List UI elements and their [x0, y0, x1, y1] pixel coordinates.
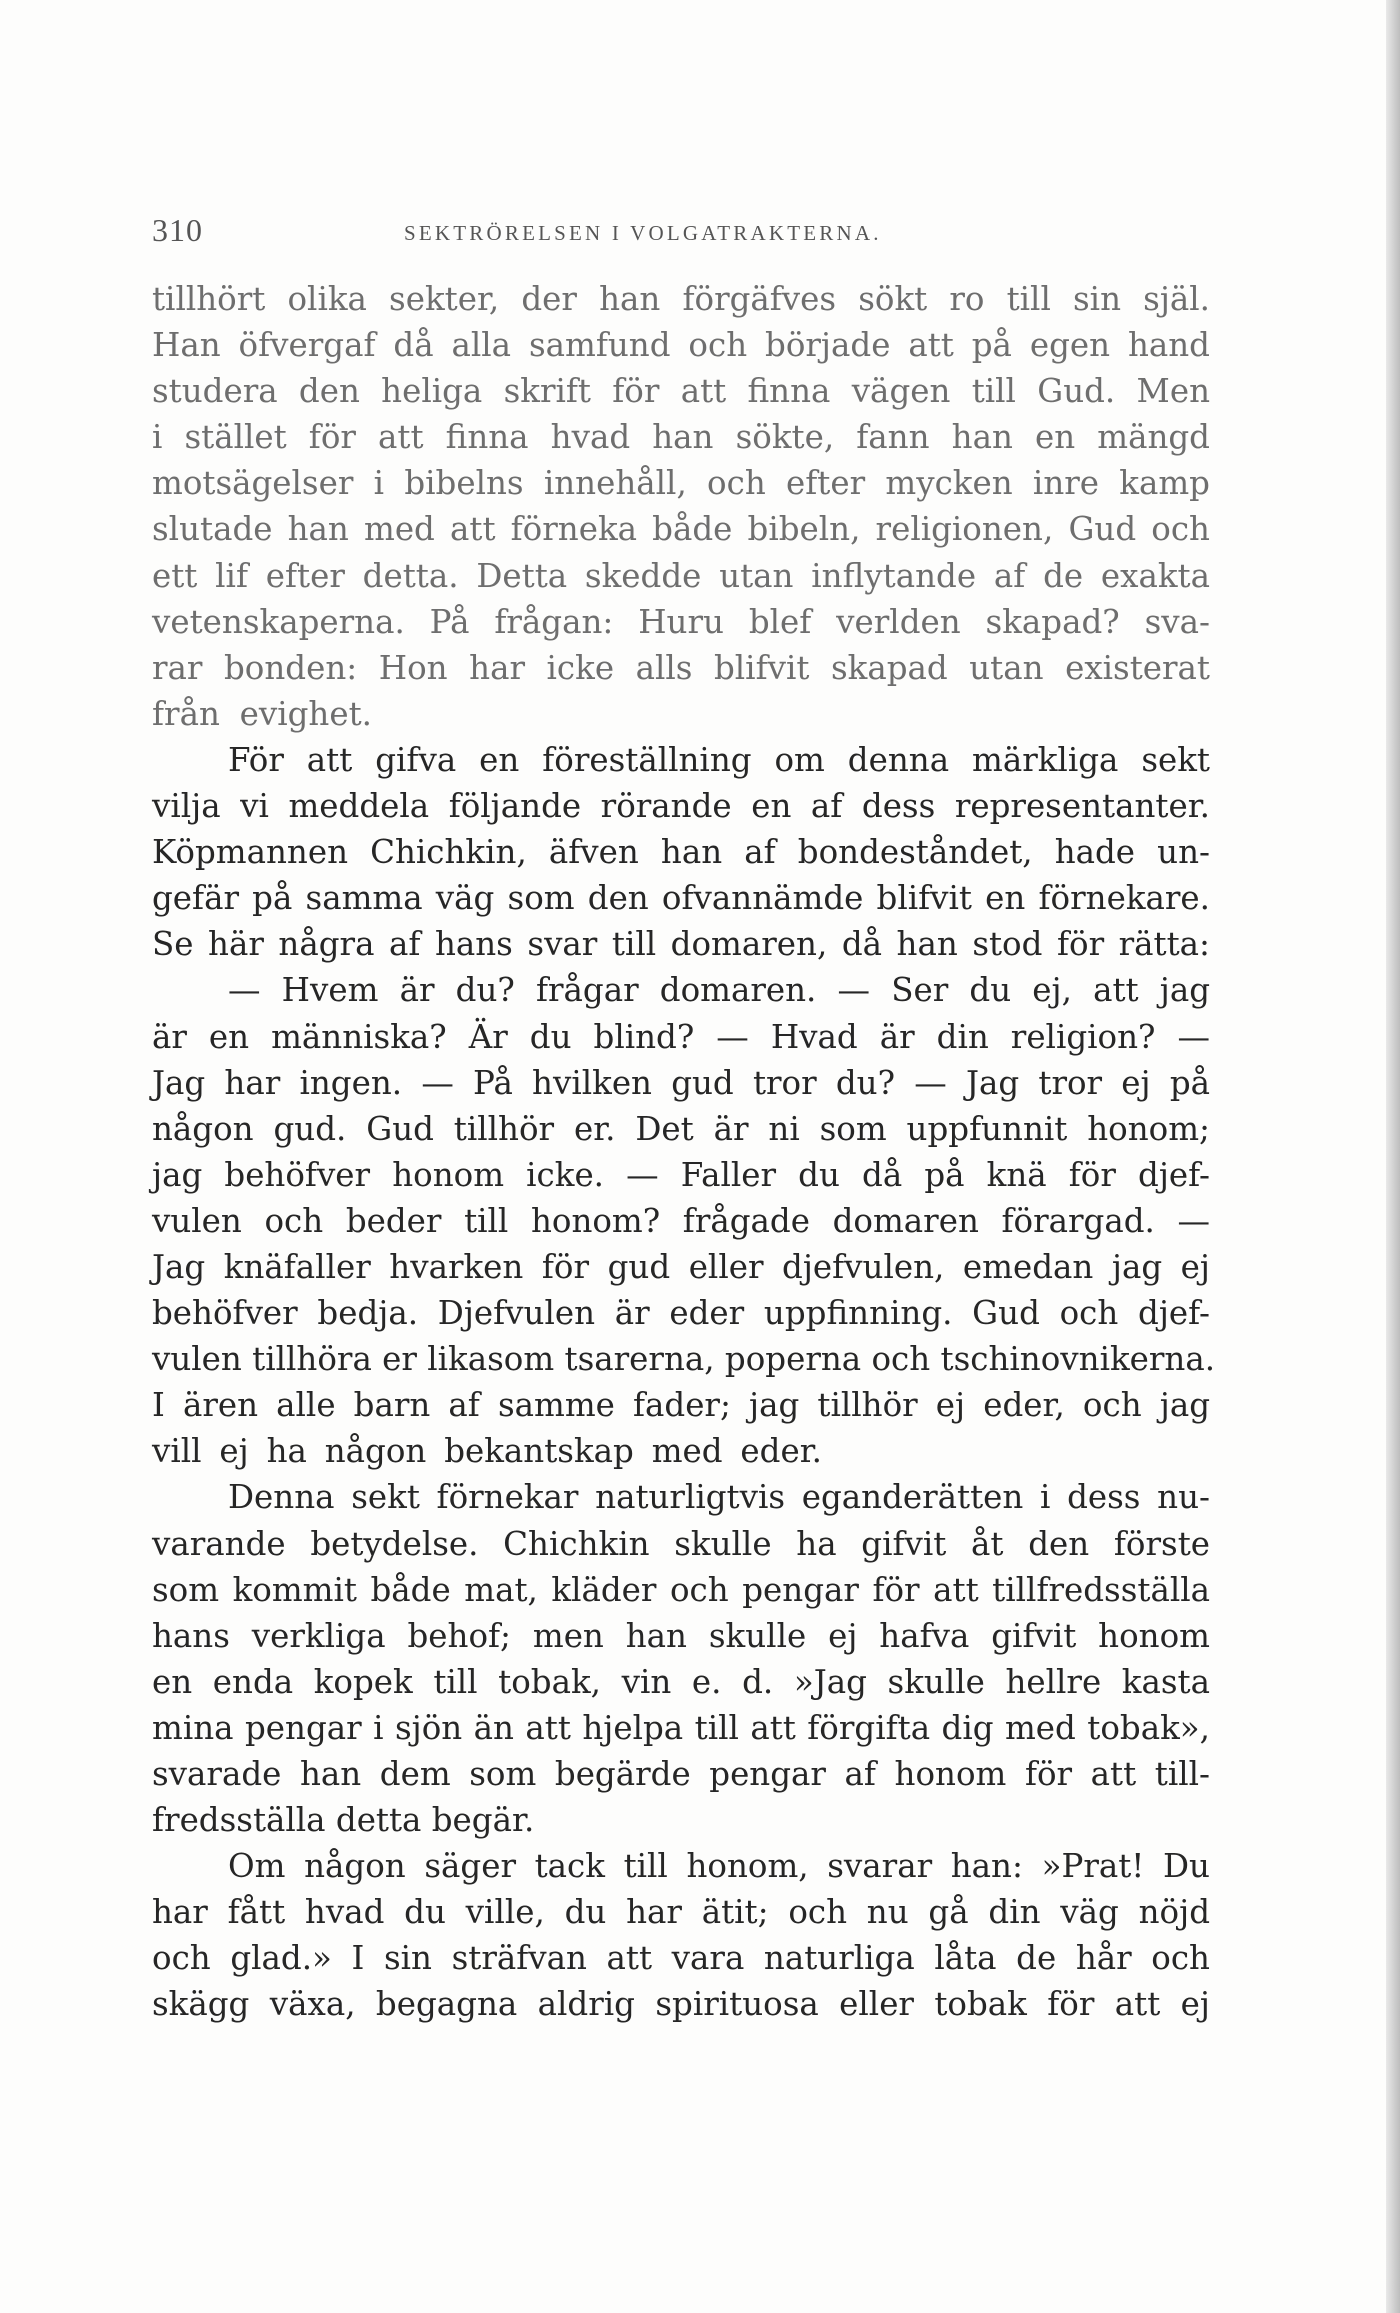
running-title: SEKTRÖRELSEN I VOLGATRAKTERNA. — [404, 221, 882, 245]
text-line: jag behöfver honom icke. — Faller du då på knä för djef- — [152, 1155, 1210, 1194]
text-line: en enda kopek till tobak, vin e. d. »Jag skulle hellre kasta — [152, 1662, 1210, 1701]
text-line: som kommit både mat, kläder och pengar för att tillfredsställa — [152, 1570, 1210, 1609]
text-line: någon gud. Gud tillhör er. Det är ni som uppfunnit honom; — [152, 1109, 1210, 1148]
text-line: vill ej ha någon bekantskap med eder. — [152, 1432, 822, 1471]
text-line: varande betydelse. Chichkin skulle ha gifvit åt den förste — [152, 1524, 1210, 1563]
text-line: från evighet. — [152, 694, 372, 733]
text-line: rar bonden: Hon har icke alls blifvit skapad utan existerat — [152, 648, 1210, 687]
text-line: Se här några af hans svar till domaren, då han stod för rätta: — [152, 925, 1210, 964]
text-line: och glad.» I sin sträfvan att vara naturliga låta de hår och — [152, 1939, 1210, 1978]
text-line: behöfver bedja. Djefvulen är eder uppfinning. Gud och djef- — [152, 1294, 1210, 1333]
text-line: vilja vi meddela följande rörande en af dess representanter. — [152, 787, 1210, 826]
text-line: hans verkliga behof; men han skulle ej hafva gifvit honom — [152, 1616, 1210, 1655]
text-line: tillhört olika sekter, der han förgäfves sökt ro till sin själ. — [152, 280, 1210, 318]
text-line: Jag knäfaller hvarken för gud eller djefvulen, emedan jag ej — [152, 1247, 1210, 1286]
text-line: ett lif efter detta. Detta skedde utan inflytande af de exakta — [152, 556, 1210, 595]
paragraph-start-line: Denna sekt förnekar naturligtvis eganderätten i dess nu- — [228, 1478, 1210, 1517]
text-line: vetenskaperna. På frågan: Huru blef verlden skapad? sva- — [152, 602, 1210, 641]
text-line: Köpmannen Chichkin, äfven han af bondeståndet, hade un- — [152, 833, 1210, 872]
page-number: 310 — [152, 212, 203, 248]
dialogue-line: — Hvem är du? frågar domaren. — Ser du ej, att jag — [228, 971, 1210, 1010]
text-line: Han öfvergaf då alla samfund och började att på egen hand — [152, 326, 1210, 365]
paragraph-start-line: Om någon säger tack till honom, svarar han: »Prat! Du — [228, 1847, 1210, 1886]
page-edge-shadow — [1386, 0, 1400, 2313]
text-line: motsägelser i bibelns innehåll, och efter mycken inre kamp — [152, 464, 1210, 503]
text-line: skägg växa, begagna aldrig spirituosa eller tobak för att ej — [152, 1985, 1210, 2024]
paragraph-start-line: För att gifva en föreställning om denna märkliga sekt — [228, 740, 1210, 779]
text-line: mina pengar i sjön än att hjelpa till att förgifta dig med tobak», — [152, 1708, 1210, 1747]
text-line: studera den heliga skrift för att finna vägen till Gud. Men — [152, 372, 1210, 411]
text-line: i stället för att finna hvad han sökte, fann han en mängd — [152, 418, 1210, 457]
text-line: svarade han dem som begärde pengar af honom för att till- — [152, 1755, 1210, 1793]
text-line: har fått hvad du ville, du har ätit; och nu gå din väg nöjd — [152, 1893, 1210, 1932]
text-line: fredsställa detta begär. — [152, 1801, 535, 1840]
text-line: Jag har ingen. — På hvilken gud tror du? — Jag tror ej på — [152, 1063, 1210, 1102]
text-line: slutade han med att förneka både bibeln, religionen, Gud och — [152, 510, 1210, 549]
text-line: är en människa? Är du blind? — Hvad är din religion? — — [152, 1017, 1210, 1056]
body-text — [152, 276, 1216, 2028]
text-line: I ären alle barn af samme fader; jag tillhör ej eder, och jag — [152, 1386, 1210, 1425]
text-line: vulen och beder till honom? frågade domaren förargad. — — [152, 1201, 1210, 1240]
running-head — [152, 212, 1210, 256]
text-line: gefär på samma väg som den ofvannämde blifvit en förnekare. — [152, 879, 1210, 918]
text-line: vulen tillhöra er likasom tsarerna, poperna och tschinovnikerna. — [152, 1340, 1216, 1379]
